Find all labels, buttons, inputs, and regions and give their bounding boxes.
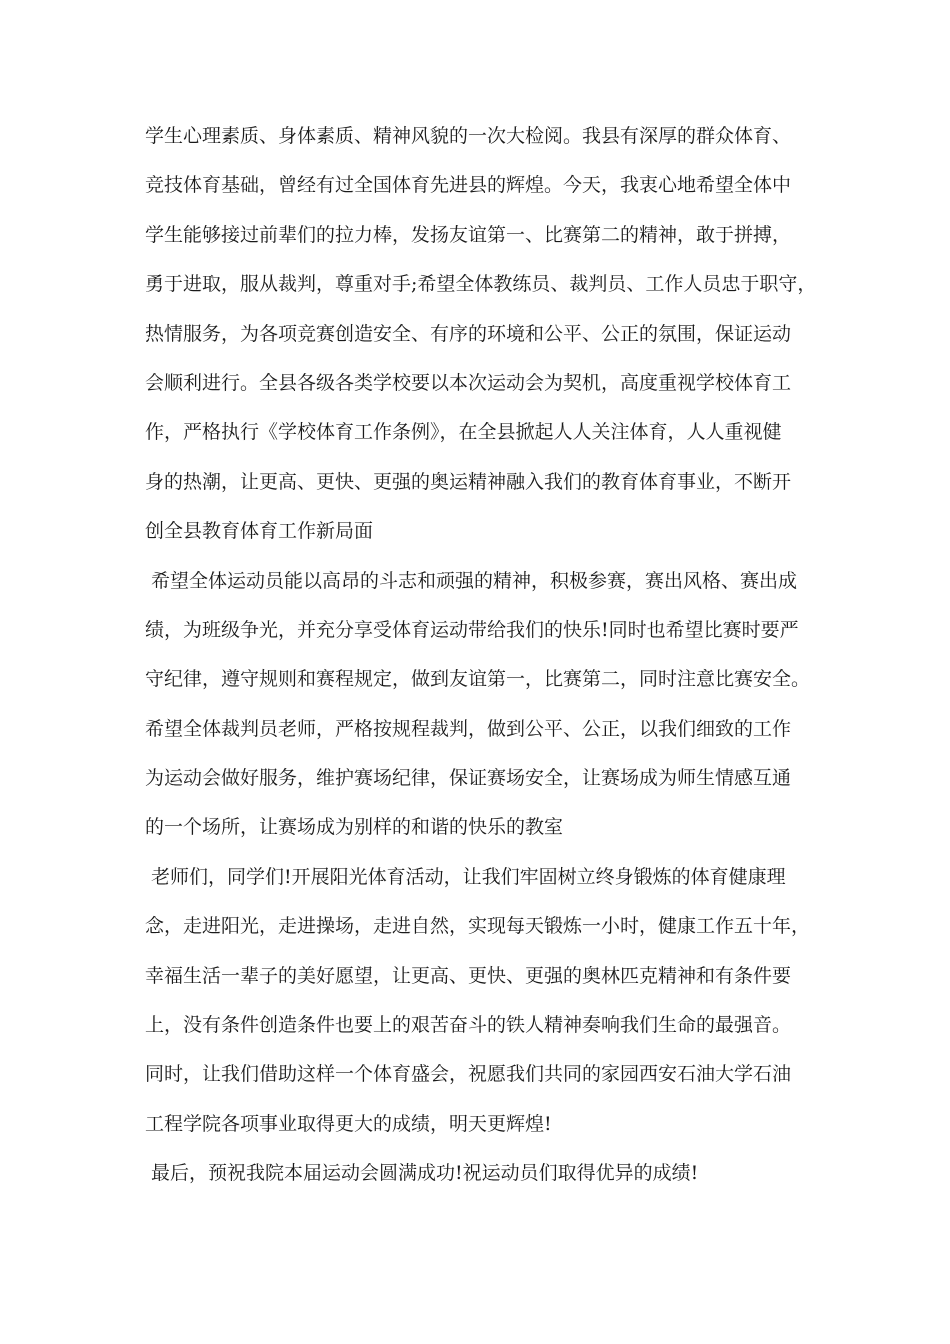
text-line: 身的热潮，让更高、更快、更强的奥运精神融入我们的教育体育事业，不断开 [145,470,792,493]
text-line: 绩，为班级争光，并充分享受体育运动带给我们的快乐!同时也希望比赛时要严 [145,618,799,641]
text-line: 热情服务，为各项竞赛创造安全、有序的环境和公平、公正的氛围，保证运动 [145,322,792,345]
text-line: 创全县教育体育工作新局面 [145,520,374,543]
text-line: 幸福生活一辈子的美好愿望，让更高、更快、更强的奥林匹克精神和有条件要 [145,964,792,987]
text-line: 希望全体裁判员老师，严格按规程裁判，做到公平、公正，以我们细致的工作 [145,717,792,740]
paragraph-start-line: 老师们，同学们!开展阳光体育活动，让我们牢固树立终身锻炼的体育健康理 [145,865,786,888]
text-line: 工程学院各项事业取得更大的成绩，明天更辉煌! [145,1112,552,1135]
text-line: 上，没有条件创造条件也要上的艰苦奋斗的铁人精神奏响我们生命的最强音。 [145,1014,792,1037]
text-line: 竞技体育基础，曾经有过全国体育先进县的辉煌。今天，我衷心地希望全体中 [145,174,792,197]
text-line: 为运动会做好服务，维护赛场纪律，保证赛场安全，让赛场成为师生情感互通 [145,767,792,790]
text-line: 同时，让我们借助这样一个体育盛会，祝愿我们共同的家园西安石油大学石油 [145,1063,792,1086]
text-line: 作，严格执行《学校体育工作条例》，在全县掀起人人关注体育，人人重视健 [145,421,782,444]
text-line: 勇于进取，服从裁判，尊重对手;希望全体教练员、裁判员、工作人员忠于职守， [145,273,817,296]
text-line: 会顺利进行。全县各级各类学校要以本次运动会为契机，高度重视学校体育工 [145,371,792,394]
text-line: 学生心理素质、身体素质、精神风貌的一次大检阅。我县有深厚的群众体育、 [145,125,792,147]
text-line: 的一个场所，让赛场成为别样的和谐的快乐的教室 [145,816,564,839]
text-line: 学生能够接过前辈们的拉力棒，发扬友谊第一、比赛第二的精神，敢于拼搏， [145,223,792,246]
body-text [145,112,825,1199]
paragraph-start-line: 最后，预祝我院本届运动会圆满成功!祝运动员们取得优异的成绩! [145,1162,699,1185]
text-line: 念，走进阳光，走进操场，走进自然，实现每天锻炼一小时，健康工作五十年， [145,915,811,938]
paragraph-start-line: 希望全体运动员能以高昂的斗志和顽强的精神，积极参赛，赛出风格、赛出成 [145,569,798,592]
text-line: 守纪律，遵守规则和赛程规定，做到友谊第一，比赛第二，同时注意比赛安全。 [145,668,811,691]
